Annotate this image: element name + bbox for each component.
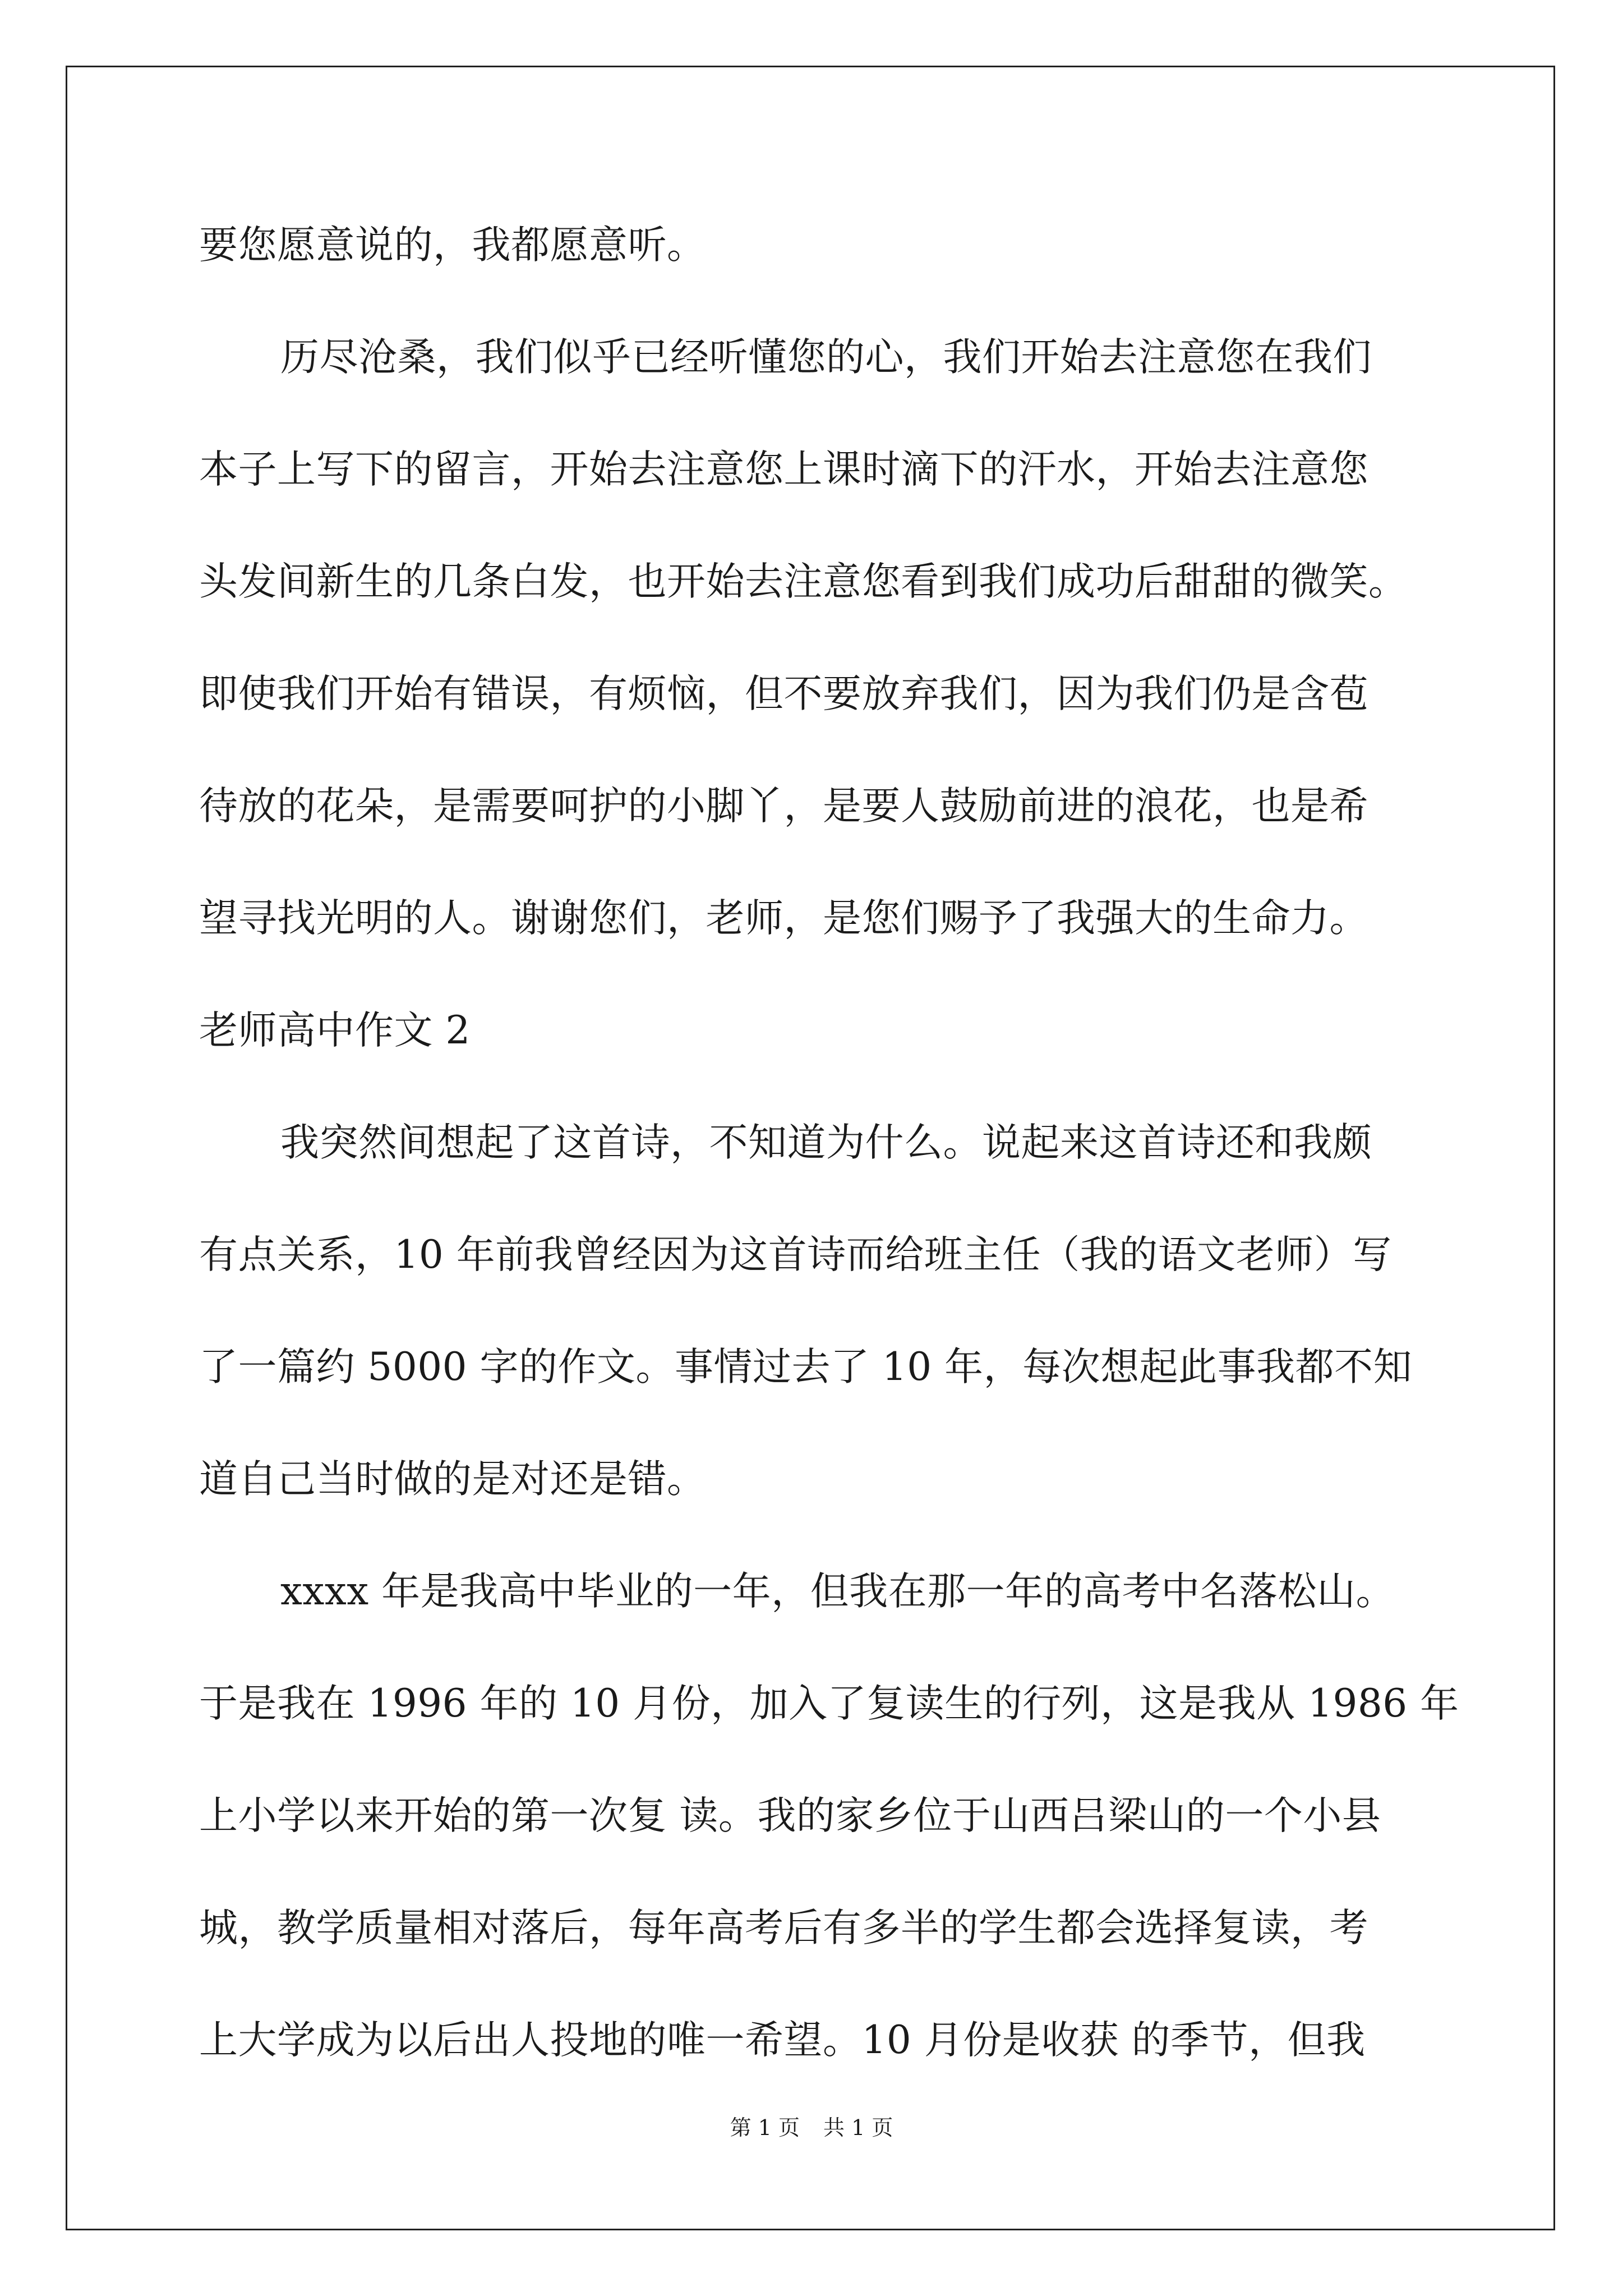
text-line: 了一篇约 5000 字的作文。事情过去了 10 年，每次想起此事我都不知	[199, 1345, 1413, 1389]
text-line: 有点关系，10 年前我曾经因为这首诗而给班主任（我的语文老师）写	[199, 1232, 1392, 1277]
text-line: 即使我们开始有错误，有烦恼，但不要放弃我们，因为我们仍是含苞	[199, 671, 1368, 716]
text-line: 要您愿意说的，我都愿意听。	[199, 223, 706, 268]
text-line: 本子上写下的留言，开始去注意您上课时滴下的汗水，开始去注意您	[199, 447, 1368, 492]
text-line: 上大学成为以后出人投地的唯一希望。10 月份是收获 的季节，但我	[199, 2018, 1366, 2063]
text-line: 道自己当时做的是对还是错。	[199, 1457, 706, 1502]
page-number: 第 1 页	[730, 2115, 800, 2140]
page-total: 共 1 页	[823, 2115, 893, 2140]
text-line: 上小学以来开始的第一次复 读。我的家乡位于山西吕梁山的一个小县	[199, 1793, 1381, 1838]
page-footer	[0, 2114, 1623, 2142]
text-line: 于是我在 1996 年的 10 月份，加入了复读生的行列，这是我从 1986 年	[199, 1681, 1459, 1726]
paragraph-first-line: 我突然间想起了这首诗，不知道为什么。说起来这首诗还和我颇	[280, 1120, 1372, 1165]
essay-heading: 老师高中作文 2	[199, 1008, 471, 1053]
text-line: 城，教学质量相对落后，每年高考后有多半的学生都会选择复读，考	[199, 1906, 1368, 1950]
paragraph-first-line: 历尽沧桑，我们似乎已经听懂您的心，我们开始去注意您在我们	[280, 335, 1372, 380]
text-line: 头发间新生的几条白发，也开始去注意您看到我们成功后甜甜的微笑。	[199, 559, 1408, 604]
text-line: 待放的花朵，是需要呵护的小脚丫，是要人鼓励前进的浪花，也是希	[199, 784, 1368, 829]
paragraph-first-line: xxxx 年是我高中毕业的一年，但我在那一年的高考中名落松山。	[280, 1569, 1395, 1614]
text-line: 望寻找光明的人。谢谢您们，老师，是您们赐予了我强大的生命力。	[199, 896, 1368, 941]
